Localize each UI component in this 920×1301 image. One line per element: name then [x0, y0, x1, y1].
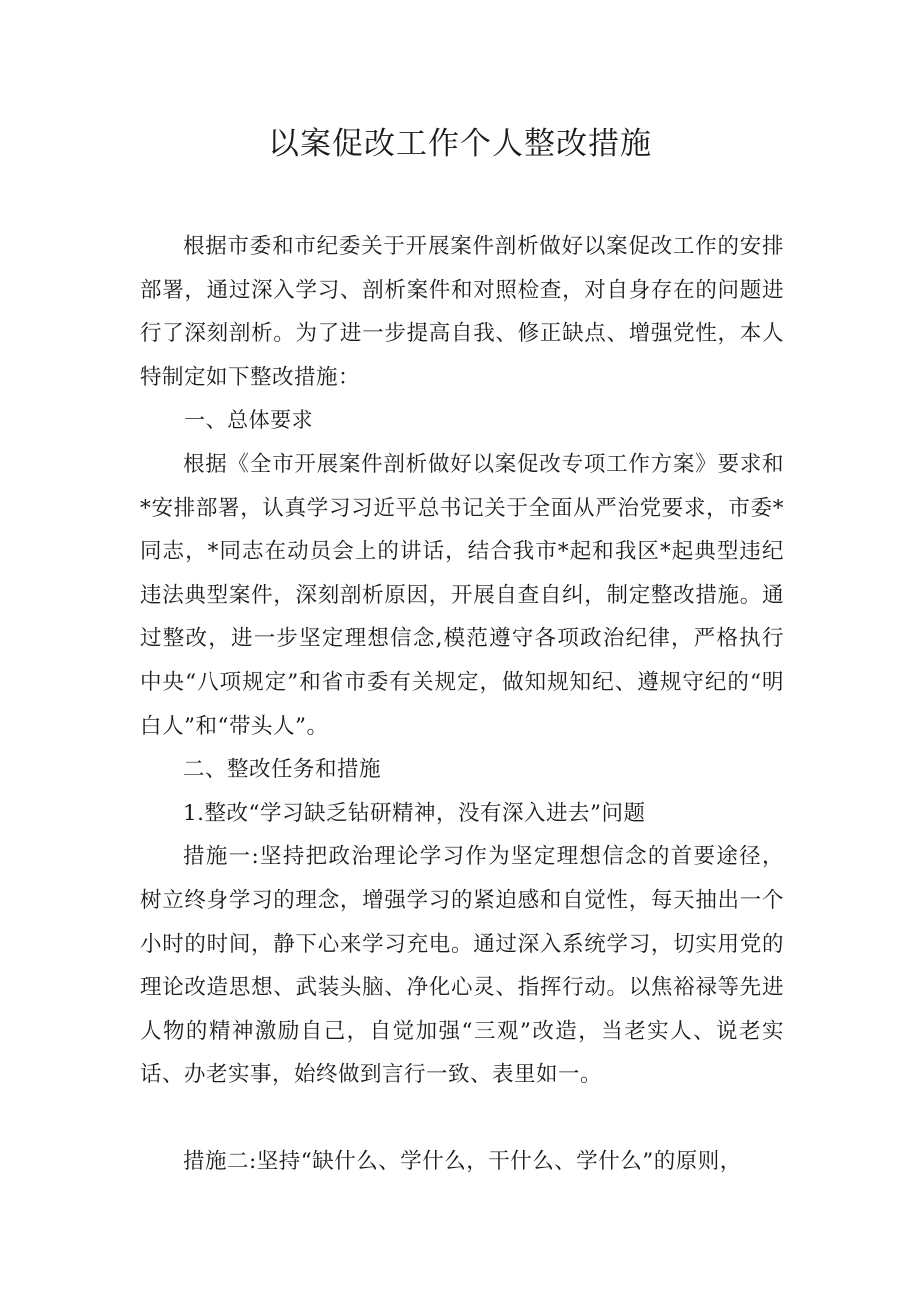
measure2-paragraph: 措施二:坚持“缺什么、学什么，干什么、学什么”的原则，	[183, 1148, 742, 1174]
section2-heading: 二、整改任务和措施	[183, 757, 382, 783]
document-title: 以案促改工作个人整改措施	[268, 126, 652, 162]
intro-paragraph: 根据市委和市纪委关于开展案件剖析做好以案促改工作的安排部署，通过深入学习、剖析案件和对照检查，对自身存在的问题进行了深刻剖析。为了进一步提高自我、修正缺点、增强党性，本人特制定如下整改措施：	[140, 234, 784, 390]
measure1-paragraph: 措施一:坚持把政治理论学习作为坚定理想信念的首要途径，树立终身学习的理念，增强学习的紧迫感和自觉性，每天抽出一个小时的时间，静下心来学习充电。通过深入系统学习，切实用党的理论改造思想、武装头脑、净化心灵、指挥行动。以焦裕禄等先进人物的精神激励自己，自觉加强“三观”改造，当老实人、说老实话、办老实事，始终做到言行一致、表里如一。	[140, 844, 784, 1088]
document-body	[140, 225, 784, 1183]
section1-paragraph: 根据《全市开展案件剖析做好以案促改专项工作方案》要求和*安排部署，认真学习习近平总书记关于全面从严治党要求，市委*同志，*同志在动员会上的讲话，结合我市*起和我区*起典型违纪违法典型案件，深刻剖析原因，开展自查自纠，制定整改措施。通过整改，进一步坚定理想信念,模范遵守各项政治纪律，严格执行中央“八项规定”和省市委有关规定，做知规知纪、遵规守纪的“明白人”和“带头人”。	[140, 451, 784, 739]
section1-heading: 一、总体要求	[184, 408, 314, 433]
paragraph-gap	[140, 1097, 784, 1140]
item1-heading: 1.整改“学习缺乏钻研精神，没有深入进去”问题	[183, 800, 646, 826]
